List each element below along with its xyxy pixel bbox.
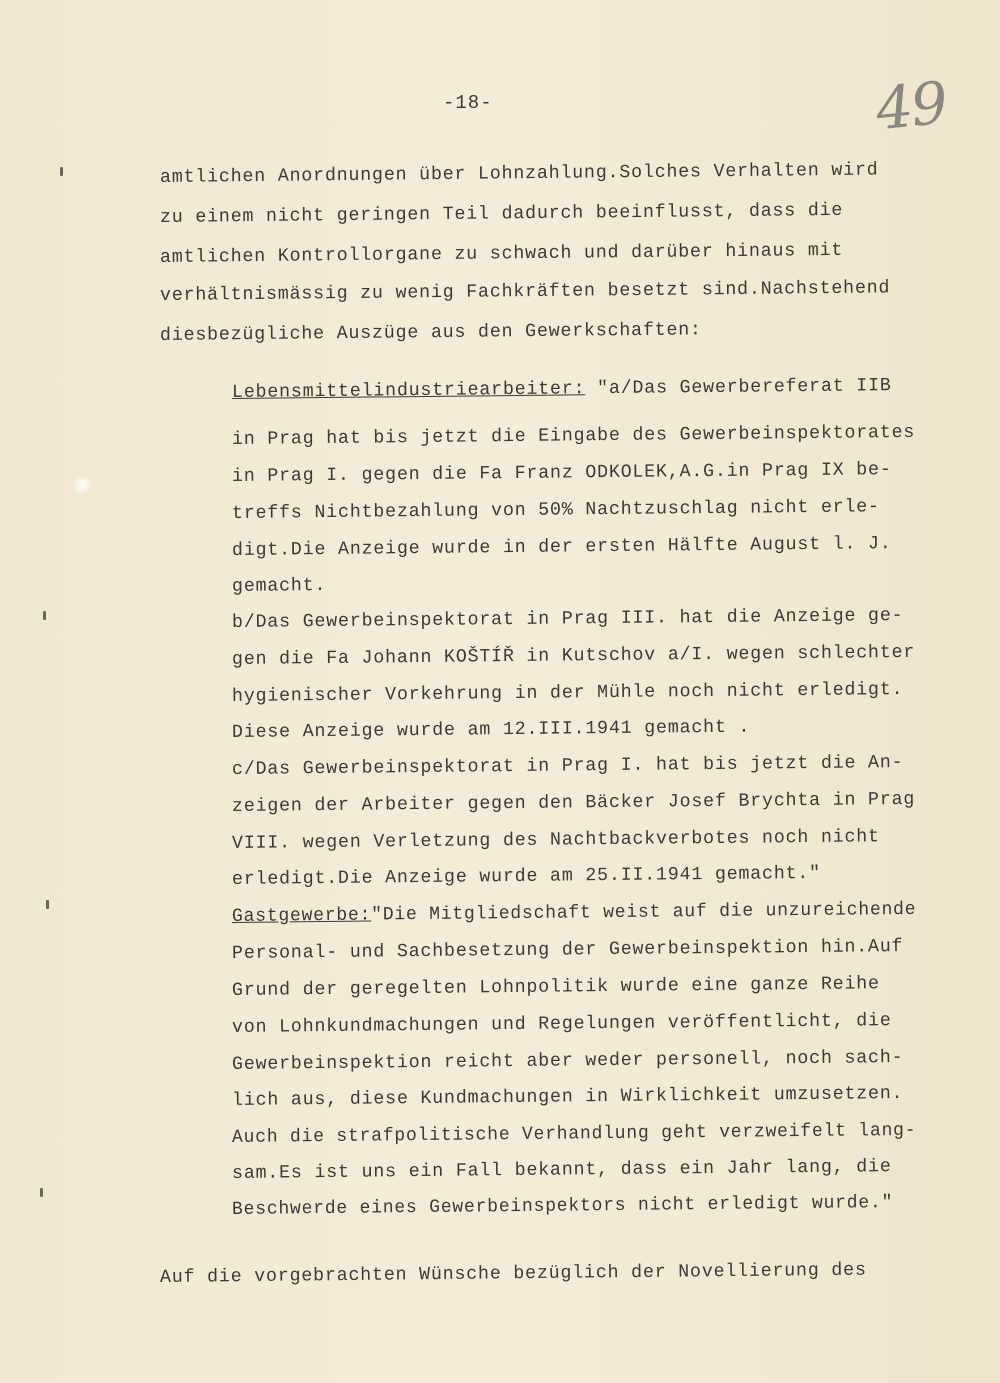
page-number: -18-	[443, 92, 493, 114]
text-line: gemacht.	[231, 575, 327, 597]
paper-stain	[72, 476, 92, 494]
section-heading: Gastgewerbe:	[231, 904, 372, 927]
text-line: zu einem nicht geringen Teil dadurch beeinflusst, dass die	[159, 199, 844, 228]
margin-mark	[60, 167, 63, 176]
text-line: erledigt.Die Anzeige wurde am 25.II.1941 gemacht."	[231, 862, 822, 890]
text-line: c/Das Gewerbeinspektorat in Prag I. hat bis jetzt die An-	[231, 751, 904, 780]
section-heading: Lebensmittelindustriearbeiter:	[231, 378, 586, 403]
section-text: "a/Das Gewerbereferat IIB	[585, 375, 892, 400]
text-line: amtlichen Kontrollorgane zu schwach und darüber hinaus mit	[159, 239, 844, 268]
text-line: Gewerbeinspektion reicht aber weder personell, noch sach-	[231, 1046, 904, 1075]
text-line: Beschwerde eines Gewerbeinspektors nicht erledigt wurde."	[231, 1192, 894, 1220]
text-line: amtlichen Anordnungen über Lohnzahlung.Solches Verhalten wird	[159, 159, 879, 188]
handwritten-folio-number: 49	[872, 68, 950, 144]
text-line: von Lohnkundmachungen und Regelungen veröffentlicht, die	[231, 1010, 892, 1038]
text-line: Diese Anzeige wurde am 12.III.1941 gemacht .	[231, 716, 751, 743]
margin-mark	[43, 611, 46, 620]
text-line: diesbezügliche Auszüge aus den Gewerkschaften:	[159, 319, 702, 346]
text-line: lich aus, diese Kundmachungen in Wirklichkeit umzusetzen.	[231, 1082, 904, 1111]
section-text: "Die Mitgliedschaft weist auf die unzureichende	[371, 898, 917, 926]
margin-mark	[40, 1188, 43, 1197]
text-line: digt.Die Anzeige wurde in der ersten Hälfte August l. J.	[231, 533, 892, 561]
text-line: sam.Es ist uns ein Fall bekannt, dass ein Jahr lang, die	[231, 1156, 892, 1184]
text-line: verhältnismässig zu wenig Fachkräften besetzt sind.Nachstehend	[159, 277, 891, 306]
section-heading-line	[232, 899, 917, 927]
section-heading-line	[232, 375, 892, 403]
text-line: hygienischer Vorkehrung in der Mühle noch nicht erledigt.	[231, 678, 904, 707]
margin-mark	[46, 900, 49, 909]
text-line: Personal- und Sachbesetzung der Gewerbeinspektion hin.Auf	[231, 935, 904, 964]
text-line: zeigen der Arbeiter gegen den Bäcker Josef Brychta in Prag	[231, 788, 916, 817]
text-line: VIII. wegen Verletzung des Nachtbackverbotes noch nicht	[231, 826, 880, 854]
text-line: Auch die strafpolitische Verhandlung geht verzweifelt lang-	[231, 1119, 917, 1148]
text-line: b/Das Gewerbeinspektorat in Prag III. hat die Anzeige ge-	[231, 604, 904, 633]
text-line: in Prag hat bis jetzt die Eingabe des Gewerbeinspektorates	[231, 421, 916, 450]
text-line: Auf die vorgebrachten Wünsche bezüglich der Novellierung des	[159, 1259, 867, 1288]
text-line: in Prag I. gegen die Fa Franz ODKOLEK,A.G.in Prag IX be-	[231, 459, 892, 487]
text-line: gen die Fa Johann KOŠTÍŘ in Kutschov a/I. wegen schlechter	[231, 641, 916, 670]
text-line: treffs Nichtbezahlung von 50% Nachtzuschlag nicht erle-	[231, 496, 880, 524]
text-line: Grund der geregelten Lohnpolitik wurde eine ganze Reihe	[231, 973, 880, 1001]
